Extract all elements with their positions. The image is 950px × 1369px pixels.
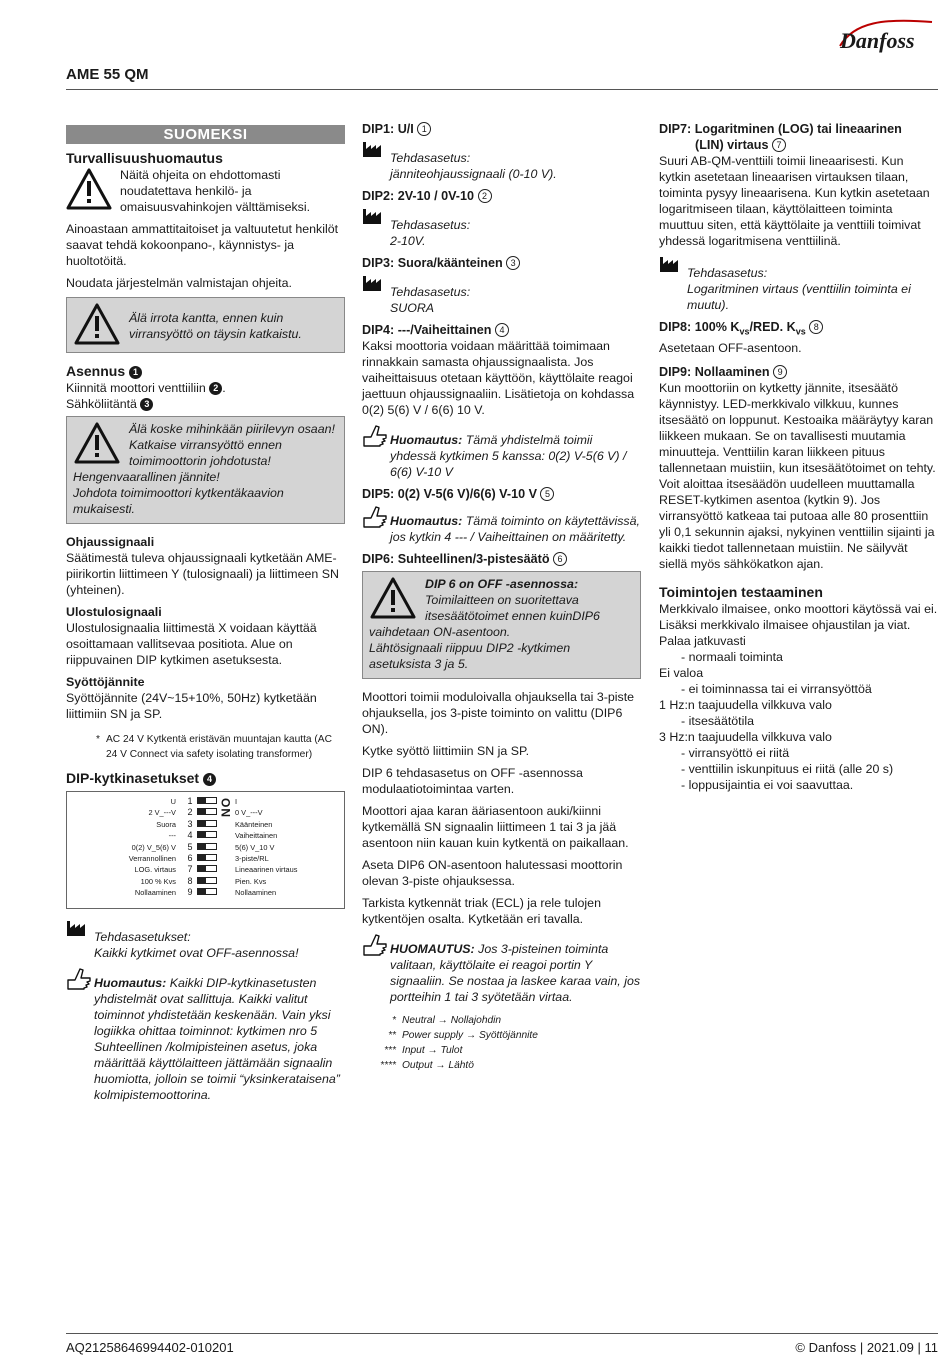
footnote-mark: * [392,1015,396,1026]
list-item: - loppusijaintia ei voi saavuttaa. [681,777,938,793]
dip-number: 7 [187,864,193,875]
dip-settings-label: DIP-kytkinasetukset [66,770,200,786]
asennus-line-2-text: Sähköliitäntä [66,397,137,411]
dip5-label: DIP5: 0(2) V-5(6 V)/6(6) V-10 V [362,487,537,501]
footer-divider [66,1333,938,1334]
warning-line-3: Hengenvaarallinen jännite! [73,470,220,484]
dip2-factory-text [390,207,470,249]
note-body: Tämä toiminto on käytettävissä, jos kytkin 4 --- / Vaiheittainen on määritetty. [390,514,640,544]
safety-warning [66,167,345,221]
warning-icon [73,302,121,346]
callout-circle: 6 [553,552,567,566]
dip-left-label: 0(2) V_5(6) V [131,842,176,852]
note-body: Jos 3-pisteinen toiminta valitaan, käyttölaite ei reagoi portin Y signaaliin. Se nostaa ja laskee karaa vain, jos portteihin 1 tai 3 syötetään virtaa. [390,942,641,1004]
callout-number: 2 [209,382,222,395]
warning-icon [369,576,417,620]
language-bar: SUOMEKSI [66,125,345,144]
dip-on-label: ON [218,798,233,818]
dip-number: 8 [187,875,193,886]
dip-number: 5 [187,841,193,852]
footnote-text: Input → Tulot [402,1045,463,1056]
dip7-factory [659,255,938,313]
dip-switch-bank [197,797,217,900]
footnote-text: AC 24 V Kytkentä eristävän muuntajan kautta (AC 24 V Connect via safety isolating transformer) [106,734,332,760]
dip-switch [197,808,217,815]
output-signal-title: Ulostulosignaali [66,605,162,619]
factory-settings-title: Tehdasasetukset: [94,930,191,944]
paragraph-3-point: Aseta DIP6 ON-asentoon halutessasi moottorin olevan 3-piste ohjauksessa. [362,858,623,888]
dip3-factory [362,274,641,316]
led-steady-list [659,649,938,665]
dip6-box-line-2: Lähtösignaali riippuu DIP2 -kytkimen asetuksista 3 ja 5. [369,641,571,671]
callout-circle: 3 [506,256,520,270]
supply-footnote [66,732,345,762]
led-state-off: Ei valoa [659,665,704,680]
dip-left-label: Nollaaminen [134,888,176,898]
pointing-hand-icon [66,967,92,991]
dip6-box-title: DIP 6 on OFF -asennossa: [425,577,579,591]
dip-left-labels [129,796,176,899]
factory-icon [66,919,86,937]
dip-right-labels [235,796,297,899]
factory-value: Logaritminen virtaus (venttiilin toiminta ei muutu). [687,282,911,312]
supply-voltage-title: Syöttöjännite [66,675,145,689]
footnote [362,1043,641,1058]
warning-box-cover [66,297,345,353]
factory-icon [362,140,382,158]
dip-right-label: Vaiheittainen [235,831,278,841]
dip6-box-line-1: Toimilaitteen on suoritettava itsesäätötoimet ennen kuinDIP6 vaihdetaan ON-asentoon. [369,593,600,639]
dip-number: 6 [187,853,193,864]
dip-number: 2 [187,807,193,818]
dip-right-label: 5(6) V_10 V [235,842,275,852]
asennus-label: Asennus [66,363,126,379]
kvs-subscript: vs [795,326,806,337]
dip2-title [362,188,641,204]
dip2-factory [362,207,641,249]
factory-settings-text [94,919,299,961]
kvs-subscript: vs [739,326,750,337]
factory-settings-value: Kaikki kytkimet ovat OFF-asennossa! [94,946,299,960]
asennus-line-1: Kiinnitä moottori venttiiliin 2 . [66,381,226,395]
dip-switch [197,888,217,895]
column-3 [659,121,938,793]
callout-circle: 1 [417,122,431,136]
footnote [362,1028,641,1043]
function-test-title: Toimintojen testaaminen [659,583,823,600]
note-body: Tämä yhdistelmä toimii yhdessä kytkimen 5 kanssa: 0(2) V-5(6 V) / 6(6) V-10 V [390,433,627,479]
list-item: - itsesäätötila [681,713,938,729]
footnote-mark: *** [384,1045,396,1056]
dip4-note-text [390,424,641,480]
warning-box-electrical [66,416,345,524]
paragraph-modulating: Moottori toimii moduloivalla ohjauksella tai 3-piste ohjauksella, jos 3-piste toiminto on valittu (DIP6 ON). [362,690,635,736]
warning-line-2: Katkaise virransyöttö ennen toimimoottorin johdotusta! [129,438,282,468]
paragraph-dip6-default: DIP 6 tehdasasetus on OFF -asennossa modulaatiotoimintaa varten. [362,766,583,796]
list-item: - venttiilin iskunpituus ei riitä (alle 20 s) [681,761,938,777]
dip-left-label: LOG. virtaus [134,865,176,875]
callout-circle: 8 [809,320,823,334]
factory-settings [66,919,345,961]
dip-right-label: Nollaaminen [235,888,277,898]
dip-note-text [94,967,345,1103]
dip1-factory-text [390,140,557,182]
footnote-text: Neutral → Nollajohdin [402,1015,502,1026]
dip-left-label: --- [168,831,176,841]
dip6-label: DIP6: Suhteellinen/3-pistesäätö [362,552,550,566]
dip6-warning-box [362,571,641,679]
note-body: Kaikki DIP-kytkinasetusten yhdistelmät ovat sallittuja. Kaikki valitut toiminnot yhdistetään keskenään. Vain yksi logiikka ohittaa toiminnot: kytkimen nro 5 Suhteellinen /kolmipisteinen asetus, joka määrittää käyttölaitteen jättämään signaalin huomiotta, jolloin se toimii “yksinkerataisena” kolmipistemoottorina. [94,976,340,1102]
factory-icon [659,255,679,273]
pointing-hand-icon [362,505,388,529]
control-signal-text: Säätimestä tuleva ohjaussignaali kytketään AME-piirikortin liittimeen Y (tulosignaali) ja liittimeen SN (yhteinen). [66,551,339,597]
supply-voltage-text: Syöttöjännite (24V~15+10%, 50Hz) kytketään liittimiin SN ja SP. [66,691,317,721]
dip8-title [659,319,938,340]
three-point-note [362,933,641,1005]
dip-switch [197,865,217,872]
led-state-1hz: 1 Hz:n taajuudella vilkkuva valo [659,697,832,712]
dip7-title [659,121,938,153]
dip4-title [362,322,641,338]
factory-icon [362,274,382,292]
dip-switch [197,831,217,838]
dip-switch-diagram [66,791,345,909]
dip9-label: DIP9: Nollaaminen [659,364,770,379]
asennus-line-2 [66,396,345,412]
warning-line-1: Älä koske mihinkään piirilevyn osaan! [129,422,335,436]
warning-icon [66,167,112,211]
dip-right-label: 0 V_---V [235,808,263,818]
dip-right-label: I [235,797,238,806]
led-state-steady: Palaa jatkuvasti [659,633,746,648]
callout-circle: 7 [772,138,786,152]
dip-right-label: Pien. Kvs [235,876,267,886]
dip8-label-pre: DIP8: 100% K [659,320,740,334]
dip7-factory-text [687,255,938,313]
dip3-title [362,255,641,271]
footnote-mark: **** [380,1060,396,1071]
paragraph-qualified: Ainoastaan ammattitaitoiset ja valtuutetut henkilöt saavat tehdä kokoonpano-, käynnistys- ja huoltotöitä. [66,222,339,268]
callout-circle: 9 [773,365,787,379]
factory-value: 2-10V. [390,234,426,248]
dip-note [66,967,345,1103]
warning-line-4: Johdota toimimoottori kytkentäkaavion mukaisesti. [73,486,284,516]
warning-icon [73,421,121,465]
dip1-label: DIP1: U/I [362,122,414,136]
document-code: AQ21258646994402-010201 [66,1340,234,1355]
pointing-hand-icon [362,933,388,957]
led-off-list [659,681,938,697]
dip-left-label: Suora [156,819,176,829]
callout-number: 4 [203,773,216,786]
control-signal-title: Ohjaussignaali [66,535,155,549]
dip-right-label: Lineaarinen virtaus [235,865,298,875]
dip-number: 1 [187,796,193,806]
footnote-mark: * [96,734,100,745]
safety-text: Näitä ohjeita on ehdottomasti noudatettava henkilö- ja omaisuusvahinkojen välttämiseksi. [120,168,311,214]
dip7-title-line-1: DIP7: Logaritminen (LOG) tai lineaarinen [659,122,902,136]
dip1-title [362,121,641,137]
dip-switch [197,854,217,861]
list-item: - ei toiminnassa tai ei virransyöttöä [681,681,938,697]
dip-number: 3 [187,818,193,829]
footnote-mark: ** [388,1030,396,1041]
dip-switch [197,820,217,827]
dip1-factory [362,140,641,182]
factory-label: Tehdasasetus: [390,151,471,165]
list-item: - virransyöttö ei riitä [681,745,938,761]
dip4-text: Kaksi moottoria voidaan määrittää toimimaan rinnakkain samasta ohjaussignaalista. Jos vaiheittaisuus otetaan käyttöön, käyttölaite reagoi jaettuun ohjaussignaaliin. Lisätietoja on kohdassa 0(2) 5(6) V / 6(6) 10 V. [362,339,635,417]
paragraph-end-position: Moottori ajaa karan ääriasentoon auki/kiinni kytkemällä SN signaalin liittimeen 1 tai 3 ja jää asentoon niin kauan kuin kytkentä on paikallaan. [362,804,629,850]
footnote [362,1058,641,1073]
callout-circle: 2 [478,189,492,203]
dip4-label: DIP4: ---/Vaiheittainen [362,323,492,337]
factory-icon [362,207,382,225]
dip3-factory-text [390,274,470,316]
output-signal-text: Ulostulosignaalia liittimestä X voidaan käyttää osoittamaan vallitsevaa positiota. Alue on riippuvainen DIP kytkimen asetuksesta. [66,621,317,667]
note-label: Huomautus: [94,976,167,990]
column-1 [66,121,345,1109]
translation-footnotes [362,1013,641,1073]
document-title: AME 55 QM [66,66,149,83]
dip8-text: Asetetaan OFF-asentoon. [659,340,802,355]
dip5-note [362,505,641,545]
led-1hz-list [659,713,938,729]
dip9-text: Kun moottoriin on kytketty jännite, itsesäätö käynnistyy. LED-merkkivalo vilkkuu, kunnes itsesäätö on loppunut. Kestoaika määräytyy karan liikkeen mukaan. Se on tavallisesti muutamia minuutteja. Venttiilin karan liikkeen pituus tallennetaan muistiin, kun itsesäätötoimet on tehty. Voit aloittaa itsesäädön uudelleen muuttamalla RESET-kytkimen asentoa (kytkin 9). Jos virransyöttö katkeaa tai putoaa alle 80 prosenttiin yli 0,1 sekunnin ajaksi, nykyinen venttiilin sijainti ja kaikki tiedot tallennetaan muistiin. Ne säilyvät siellä myös sähkökatkon ajan. [659,380,936,571]
header-divider [66,89,938,90]
warning-cover-text: Älä irrota kantta, ennen kuin virransyöttö on täysin katkaistu. [129,311,302,341]
callout-circle: 4 [495,323,509,337]
three-point-note-text [390,933,641,1005]
dip9-title [659,364,938,380]
dip-numbers [185,796,195,899]
column-2 [362,121,641,1073]
dip-left-label: 100 % Kvs [140,876,176,886]
dip-settings-title [66,770,345,787]
dip7-title-line-2-text: (LIN) virtaus [695,138,769,152]
asennus-line-1-text: Kiinnitä moottori venttiiliin [66,381,206,395]
factory-value: SUORA [390,301,435,315]
callout-number: 3 [140,398,153,411]
asennus-title [66,363,345,380]
footnote-text: Power supply → Syöttöjännite [402,1030,538,1041]
factory-label: Tehdasasetus: [390,285,471,299]
dip-switch [197,797,217,804]
dip-number: 9 [187,887,193,898]
dip-right-label: Käänteinen [235,819,273,829]
dip-left-label: 2 V_---V [148,808,176,818]
factory-value: jänniteohjaussignaali (0-10 V). [390,167,557,181]
led-state-3hz: 3 Hz:n taajuudella vilkkuva valo [659,729,832,744]
pointing-hand-icon [362,424,388,448]
led-3hz-list [659,745,938,793]
dip4-note [362,424,641,480]
dip-left-label: Verrannollinen [128,854,176,864]
dip-left-label: U [170,797,176,806]
factory-label: Tehdasasetus: [390,218,471,232]
danfoss-logo [834,16,938,56]
note-label: Huomautus: [390,514,463,528]
dip-switch [197,843,217,850]
dip3-label: DIP3: Suora/käänteinen [362,256,503,270]
callout-circle: 5 [540,487,554,501]
dip7-title-line-2 [659,137,938,153]
note-label: HUOMAUTUS: [390,942,475,956]
dip6-title [362,551,641,567]
list-item: - normaali toiminta [681,649,938,665]
function-test-text: Merkkivalo ilmaisee, onko moottori käytössä vai ei. Lisäksi merkkivalo ilmaisee ohjaustilan ja viat. [659,601,938,632]
note-label: Huomautus: [390,433,463,447]
paragraph-supply: Kytke syöttö liittimiin SN ja SP. [362,744,530,758]
safety-title: Turvallisuushuomautus [66,150,223,166]
copyright-page: © Danfoss | 2021.09 | 11 [795,1340,938,1355]
dip5-title [362,486,641,502]
footnote [362,1013,641,1028]
dip-number: 4 [187,830,193,841]
dip7-text: Suuri AB-QM-venttiili toimii lineaarisesti. Kun kytkin asetetaan lineaarisen virtauksen tilaan, toiminta pysyy lineaarisena. Kun kytkin asetetaan logaritmiseen tilaan, käyttölaitteen toiminta muuttuu siten, että käyttölaite ja venttiili toimivat yhdessä logaritmisena venttiilinä. [659,154,930,248]
dip-right-label: 3-piste/RL [235,854,269,864]
dip5-note-text [390,505,641,545]
callout-number: 1 [129,366,142,379]
dip2-label: DIP2: 2V-10 / 0V-10 [362,189,475,203]
dip-switch [197,877,217,884]
factory-label: Tehdasasetus: [687,266,768,280]
paragraph-manufacturer: Noudata järjestelmän valmistajan ohjeita. [66,276,292,290]
svg-text:Danfoss: Danfoss [840,28,915,53]
dip8-label-mid: /RED. K [749,320,796,334]
paragraph-triac: Tarkista kytkennät triak (ECL) ja rele tulojen kytkentöjen osalta. Kytketään eri tavalla. [362,896,601,926]
footnote-text: Output → Lähtö [402,1060,474,1071]
